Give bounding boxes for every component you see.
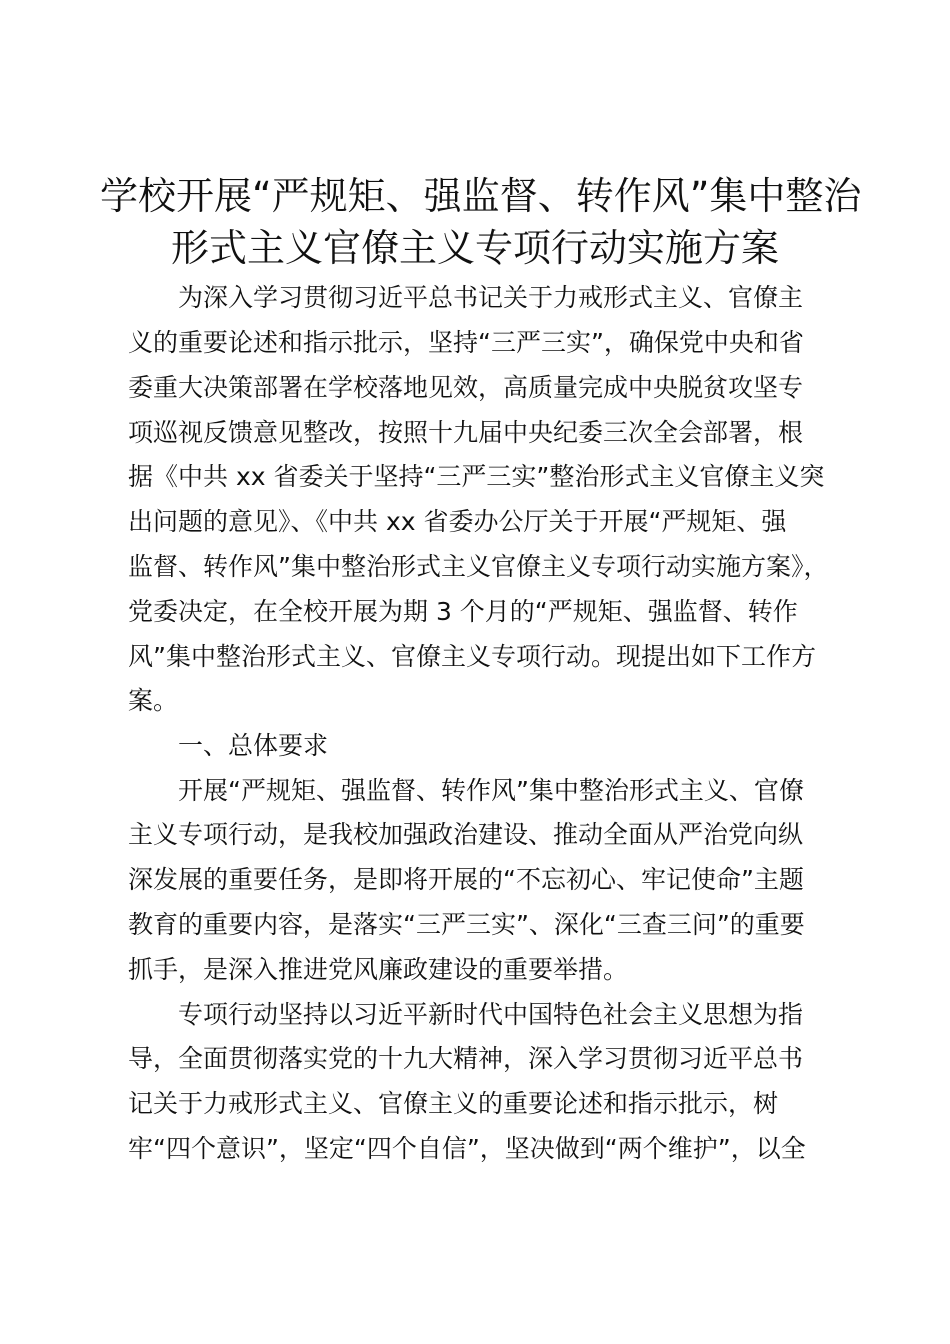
body-line: 案。 (128, 686, 179, 715)
body-line: 风”集中整治形式主义、官僚主义专项行动。现提出如下工作方 (128, 642, 816, 671)
body-line: 记关于力戒形式主义、官僚主义的重要论述和指示批示，树 (128, 1089, 779, 1118)
body-line: 为深入学习贯彻习近平总书记关于力戒形式主义、官僚主 (178, 283, 804, 312)
body-line: 据《中共 xx 省委关于坚持“三严三实”整治形式主义官僚主义突 (128, 462, 825, 491)
body-line: 项巡视反馈意见整改，按照十九届中央纪委三次全会部署，根 (128, 418, 804, 447)
body-line: 开展“严规矩、强监督、转作风”集中整治形式主义、官僚 (178, 776, 804, 805)
body-line: 义的重要论述和指示批示，坚持“三严三实”，确保党中央和省 (128, 328, 804, 357)
body-line: 委重大决策部署在学校落地见效，高质量完成中央脱贫攻坚专 (128, 373, 804, 402)
body-line: 牢“四个意识”，坚定“四个自信”，坚决做到“两个维护”，以全 (128, 1134, 806, 1163)
body-line: 出问题的意见》、《中共 xx 省委办公厅关于开展“严规矩、强 (128, 507, 787, 536)
body-line: 抓手，是深入推进党风廉政建设的重要举措。 (128, 955, 629, 984)
document-title-line-1: 学校开展“严规矩、强监督、转作风”集中整治 (100, 174, 862, 218)
document-title-line-2: 形式主义官僚主义专项行动实施方案 (170, 226, 779, 270)
body-line: 导，全面贯彻落实党的十九大精神，深入学习贯彻习近平总书 (128, 1044, 804, 1073)
body-line: 主义专项行动，是我校加强政治建设、推动全面从严治党向纵 (128, 820, 804, 849)
body-line: 专项行动坚持以习近平新时代中国特色社会主义思想为指 (178, 1000, 804, 1029)
body-line: 党委决定，在全校开展为期 3 个月的“严规矩、强监督、转作 (128, 597, 798, 626)
body-line: 监督、转作风”集中整治形式主义官僚主义专项行动实施方案》， (128, 552, 829, 581)
body-line: 教育的重要内容，是落实“三严三实”、深化“三查三问”的重要 (128, 910, 805, 939)
body-line: 深发展的重要任务，是即将开展的“不忘初心、牢记使命”主题 (128, 865, 804, 894)
section-heading: 一、总体要求 (178, 731, 329, 760)
